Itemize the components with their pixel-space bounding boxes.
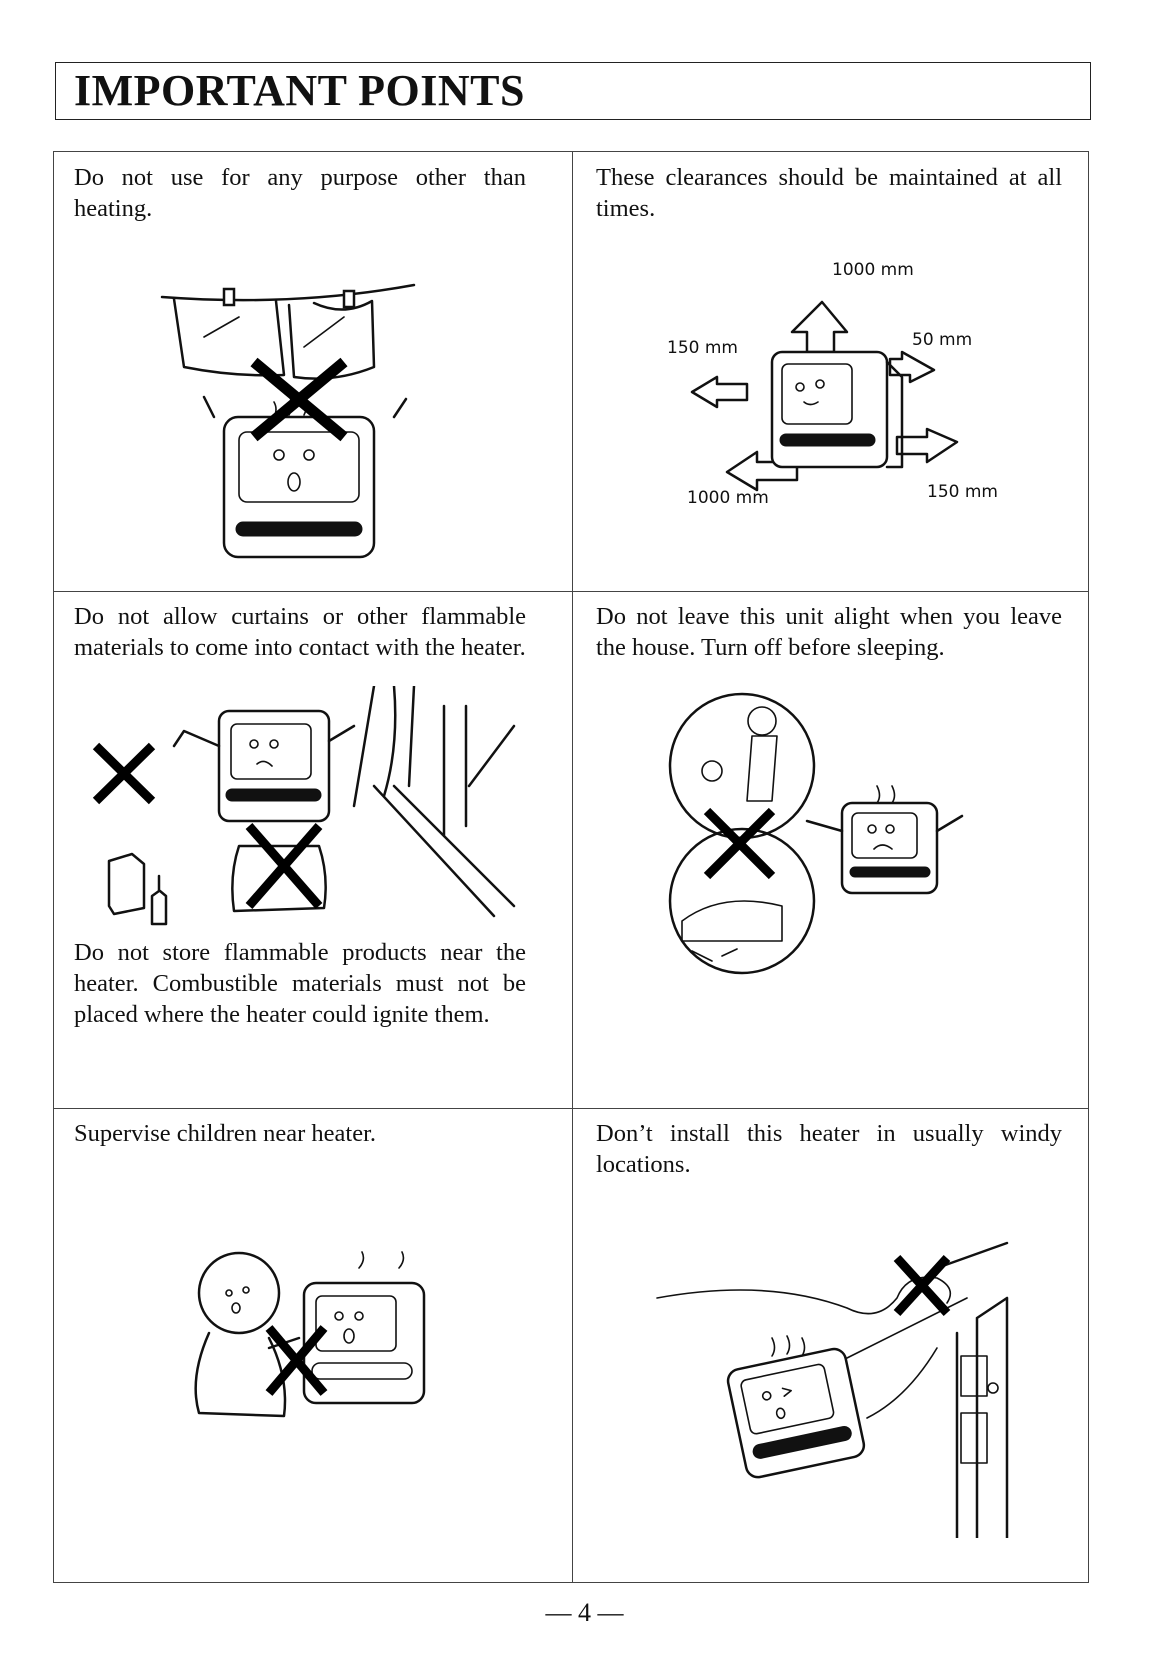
panel-heating-only <box>54 152 572 591</box>
panel-text: Don’t install this heater in usually windy locations. <box>596 1120 1062 1178</box>
panel-text-secondary: Do not store flammable products near the heater. Combustible materials must not be placed where the heater could ignite them. <box>74 939 526 1028</box>
unattended-heater-illustration <box>662 691 1002 1001</box>
panel-leave-house <box>572 591 1090 1108</box>
clearance-right-bottom-label: 150 mm <box>927 482 998 502</box>
panel-clearances <box>572 152 1090 591</box>
clearance-right-top-label: 50 mm <box>912 330 973 350</box>
panel-windy-locations <box>572 1108 1090 1584</box>
clearance-front-label: 1000 mm <box>687 488 769 508</box>
page-title: IMPORTANT POINTS <box>74 66 525 115</box>
panel-text: Do not use for any purpose other than heating. <box>74 164 526 222</box>
child-heater-illustration <box>184 1238 444 1438</box>
clearance-diagram <box>672 282 972 502</box>
panel-flammable-materials <box>54 591 572 1108</box>
panel-text: Do not allow curtains or other flammable materials to come into contact with the heater. <box>74 603 526 661</box>
panel-text: These clearances should be maintained at all times. <box>596 164 1062 222</box>
panel-text: Supervise children near heater. <box>74 1120 377 1147</box>
clothes-drying-illustration <box>144 277 474 577</box>
panel-supervise-children <box>54 1108 572 1584</box>
windy-location-illustration <box>647 1238 1067 1538</box>
curtain-illustration <box>74 686 534 956</box>
panel-text: Do not leave this unit alight when you leave the house. Turn off before sleeping. <box>596 603 1062 661</box>
clearance-top-label: 1000 mm <box>832 260 914 280</box>
title-box <box>55 62 1091 120</box>
clearance-left-label: 150 mm <box>667 338 738 358</box>
page-number: — 4 — <box>545 1598 624 1627</box>
instruction-grid <box>53 151 1089 1583</box>
